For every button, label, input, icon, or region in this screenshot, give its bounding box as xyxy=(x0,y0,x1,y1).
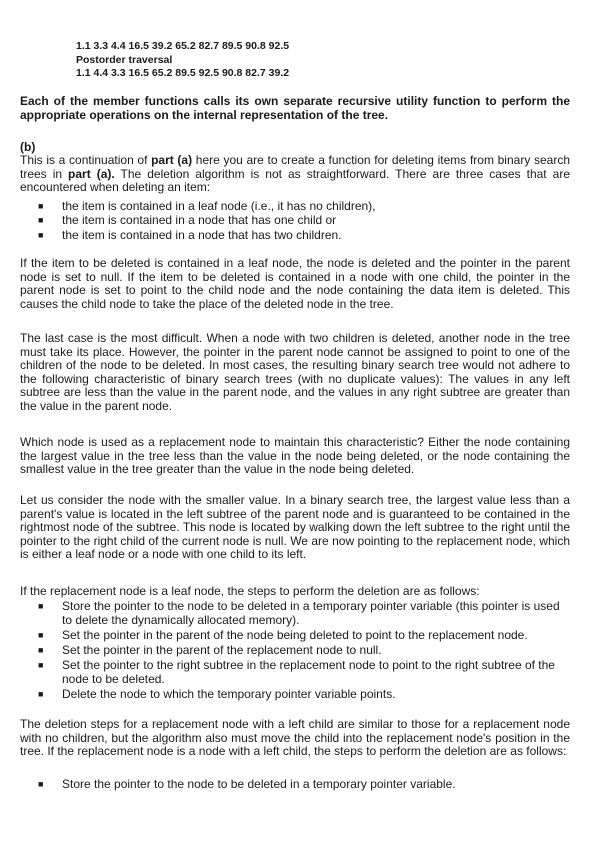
bullet-icon: ■ xyxy=(38,230,44,240)
paragraph-replacement-node: Which node is used as a replacement node to maintain this characteristic? Either the node containing the largest value in the tree less than the value in the node being deleted, or the node containing the smallest value in the tree greater than the value in the node being deleted. xyxy=(20,435,570,477)
list-item-text: Store the pointer to the node to be deleted in a temporary pointer variable. xyxy=(62,777,456,791)
part-a-reference: part (a). xyxy=(68,166,115,181)
paragraph-leaf-case: If the item to be deleted is contained in a leaf node, the node is deleted and the pointer in the parent node is set to null. If the item to be deleted is contained in a node with one child, the pointer in the parent node is set to point to the child node and the node containing the data item is deleted. This causes the child node to take the place of the deleted node in the tree. xyxy=(20,256,570,311)
bullet-icon: ■ xyxy=(38,779,44,789)
list-item xyxy=(38,629,570,643)
intro-text: The deletion algorithm is not as straightforward. There are three cases that are encountered when deleting an item: xyxy=(20,166,570,195)
bullet-icon: ■ xyxy=(38,601,44,611)
bullet-icon: ■ xyxy=(38,201,44,211)
list-item-text: Delete the node to which the temporary pointer variable points. xyxy=(62,687,396,701)
intro-text: here you are to create a function for deleting items from binary search trees in xyxy=(20,153,571,181)
list-item-text: the item is contained in a leaf node (i.e., it has no children), xyxy=(62,199,376,213)
list-item xyxy=(38,229,570,243)
list-item xyxy=(38,778,570,792)
intro-text: This is a continuation of xyxy=(20,153,152,167)
bullet-icon: ■ xyxy=(38,215,44,225)
list-item xyxy=(38,600,570,627)
traversal-output xyxy=(76,40,289,81)
list-item xyxy=(38,659,570,686)
list-item-text: Set the pointer to the right subtree in the replacement node to point to the right subtree of the node to be deleted. xyxy=(62,658,555,686)
section-b-intro xyxy=(20,154,570,195)
postorder-label: Postorder traversal xyxy=(76,53,173,66)
part-a-reference: part (a) xyxy=(151,153,193,167)
postorder-values: 1.1 4.4 3.3 16.5 65.2 89.5 92.5 90.8 82.7 39.2 xyxy=(76,67,290,79)
bullet-icon: ■ xyxy=(38,645,44,655)
list-item-text: Store the pointer to the node to be deleted in a temporary pointer variable (this pointer is used to delete the dynamically allocated memory). xyxy=(62,599,560,627)
paragraph-left-child: The deletion steps for a replacement node with a left child are similar to those for a replacement node with no children, but the algorithm also must move the child into the replacement node's position in the tree. If the replacement node is a node with a left child, the steps to perform the deletion are as follows: xyxy=(20,717,570,759)
member-functions-note: Each of the member functions calls its own separate recursive utility function to perform the appropriate operations on the internal representation of the tree. xyxy=(20,94,570,122)
list-item-text: Set the pointer in the parent of the node being deleted to point to the replacement node. xyxy=(62,628,528,642)
list-item-text: the item is contained in a node that has one child or xyxy=(62,213,337,227)
bullet-icon: ■ xyxy=(38,689,44,699)
paragraph-smaller-value: Let us consider the node with the smaller value. In a binary search tree, the largest value less than a parent's value is located in the left subtree of the parent node and is guaranteed to be contained in the rightmost node of the subtree. This node is located by walking down the left subtree to the right until the pointer to the right child of the current node is null. We are now pointing to the replacement node, which is either a leaf node or a node with one child to its left. xyxy=(20,493,570,562)
section-b-heading: (b) xyxy=(20,140,36,154)
list-item xyxy=(38,200,570,214)
bullet-icon: ■ xyxy=(38,630,44,640)
paragraph-last-case: The last case is the most difficult. When a node with two children is deleted, another node in the tree must take its place. However, the pointer in the parent node cannot be assigned to point to one of the children of the node to be deleted. In most cases, the resulting binary search tree would not adhere to the following characteristic of binary search trees (with no duplicate values): The values in any left subtree are less than the value in the parent node, and the values in any right subtree are greater than the value in the parent node. xyxy=(20,331,570,413)
list-item-text: Set the pointer in the parent of the replacement node to null. xyxy=(62,643,382,657)
list-item xyxy=(38,644,570,658)
list-item xyxy=(38,214,570,228)
leaf-steps-intro: If the replacement node is a leaf node, the steps to perform the deletion are as follows: xyxy=(20,584,480,598)
list-item-text: the item is contained in a node that has two children. xyxy=(62,228,342,242)
bullet-icon: ■ xyxy=(38,660,44,670)
list-item xyxy=(38,688,570,702)
inorder-values: 1.1 3.3 4.4 16.5 39.2 65.2 82.7 89.5 90.8 92.5 xyxy=(76,40,290,52)
